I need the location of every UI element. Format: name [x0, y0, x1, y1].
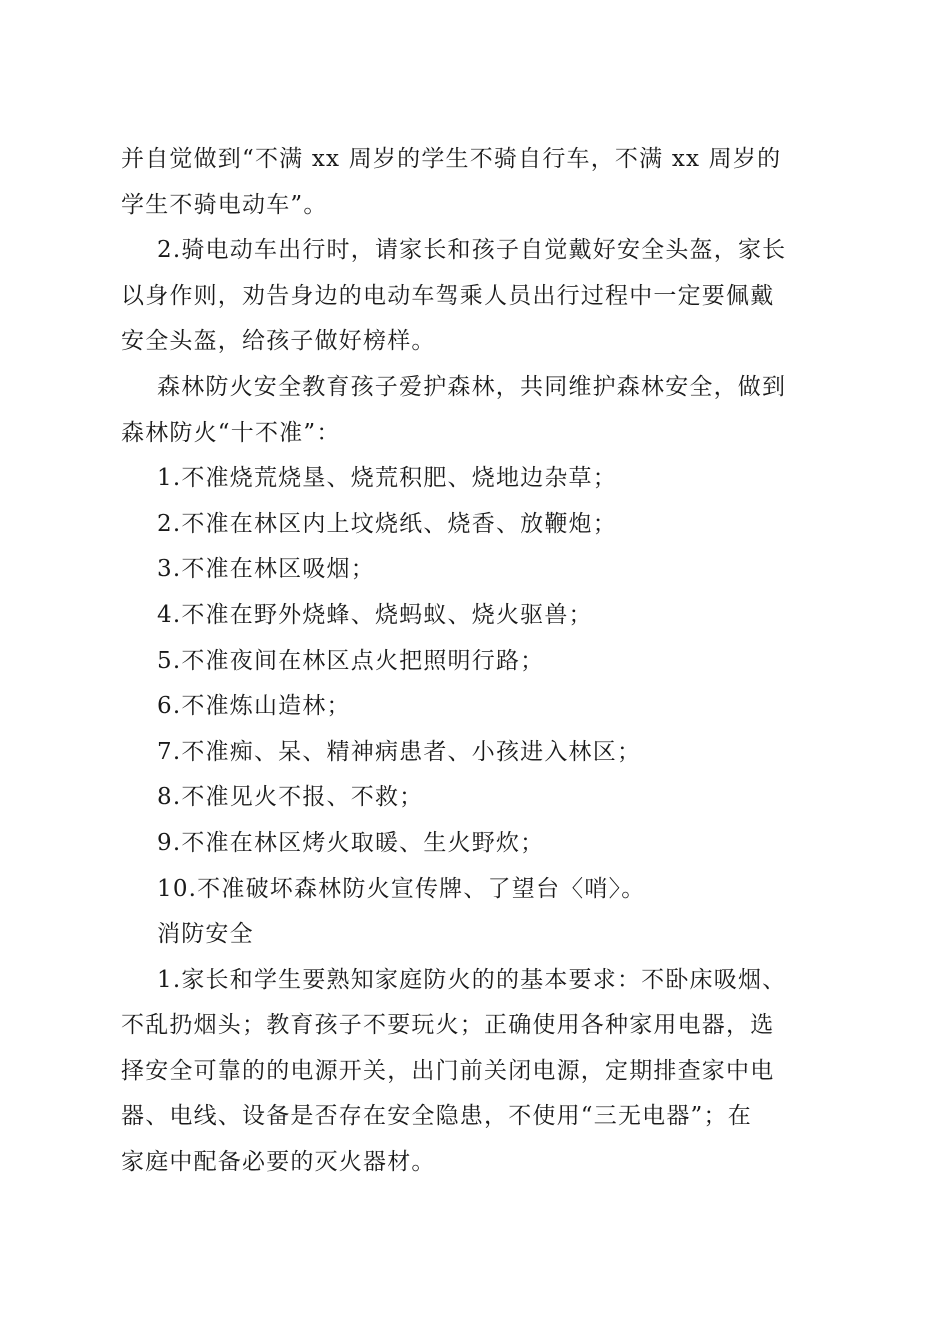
text-line: 择安全可靠的的电源开关，出门前关闭电源，定期排查家中电 [121, 1057, 775, 1084]
text-line: 学生不骑电动车”。 [121, 191, 328, 218]
text-line: 森林防火“十不准”： [121, 419, 341, 446]
section-heading: 消防安全 [157, 921, 254, 948]
document-body [121, 137, 821, 1186]
paragraph-forest-fire-intro [121, 365, 821, 456]
list-item: 4.不准在野外烧蜂、烧蚂蚁、烧火驱兽； [157, 601, 593, 628]
list-item: 2.不准在林区内上坟烧纸、烧香、放鞭炮； [157, 510, 617, 537]
paragraph-home-fire-prevention [121, 958, 821, 1186]
paragraph-helmet [121, 228, 821, 365]
section-heading-fire-safety [121, 912, 821, 958]
list-item: 3.不准在林区吸烟； [157, 556, 375, 583]
text-line: 以身作则，劝告身边的电动车驾乘人员出行过程中一定要佩戴 [121, 282, 775, 309]
list-item: 9.不准在林区烤火取暖、生火野炊； [157, 829, 545, 856]
list-item: 6.不准炼山造林； [157, 693, 351, 720]
text-line: 1.家长和学生要熟知家庭防火的的基本要求：不卧床吸烟、 [157, 966, 787, 993]
text-line: 不乱扔烟头；教育孩子不要玩火；正确使用各种家用电器，选 [121, 1012, 775, 1039]
paragraph-bicycle-rule [121, 137, 821, 228]
text-line: 并自觉做到“不满 xx 周岁的学生不骑自行车，不满 xx 周岁的 [121, 146, 782, 172]
text-line: 安全头盔，给孩子做好榜样。 [121, 328, 436, 355]
text-line: 2.骑电动车出行时，请家长和孩子自觉戴好安全头盔，家长 [157, 237, 787, 264]
list-item: 1.不准烧荒烧垦、烧荒积肥、烧地边杂草； [157, 465, 617, 492]
text-line: 森林防火安全教育孩子爱护森林，共同维护森林安全，做到 [157, 373, 787, 400]
text-line: 器、电线、设备是否存在安全隐患，不使用“三无电器”；在 [121, 1103, 752, 1130]
list-item: 5.不准夜间在林区点火把照明行路； [157, 647, 545, 674]
text-line: 家庭中配备必要的灭火器材。 [121, 1149, 436, 1176]
forest-fire-rules-list [121, 456, 821, 912]
list-item: 10.不准破坏森林防火宣传牌、了望台〈哨〉。 [157, 875, 646, 902]
list-item: 8.不准见火不报、不救； [157, 784, 424, 811]
list-item: 7.不准痴、呆、精神病患者、小孩进入林区； [157, 738, 642, 765]
